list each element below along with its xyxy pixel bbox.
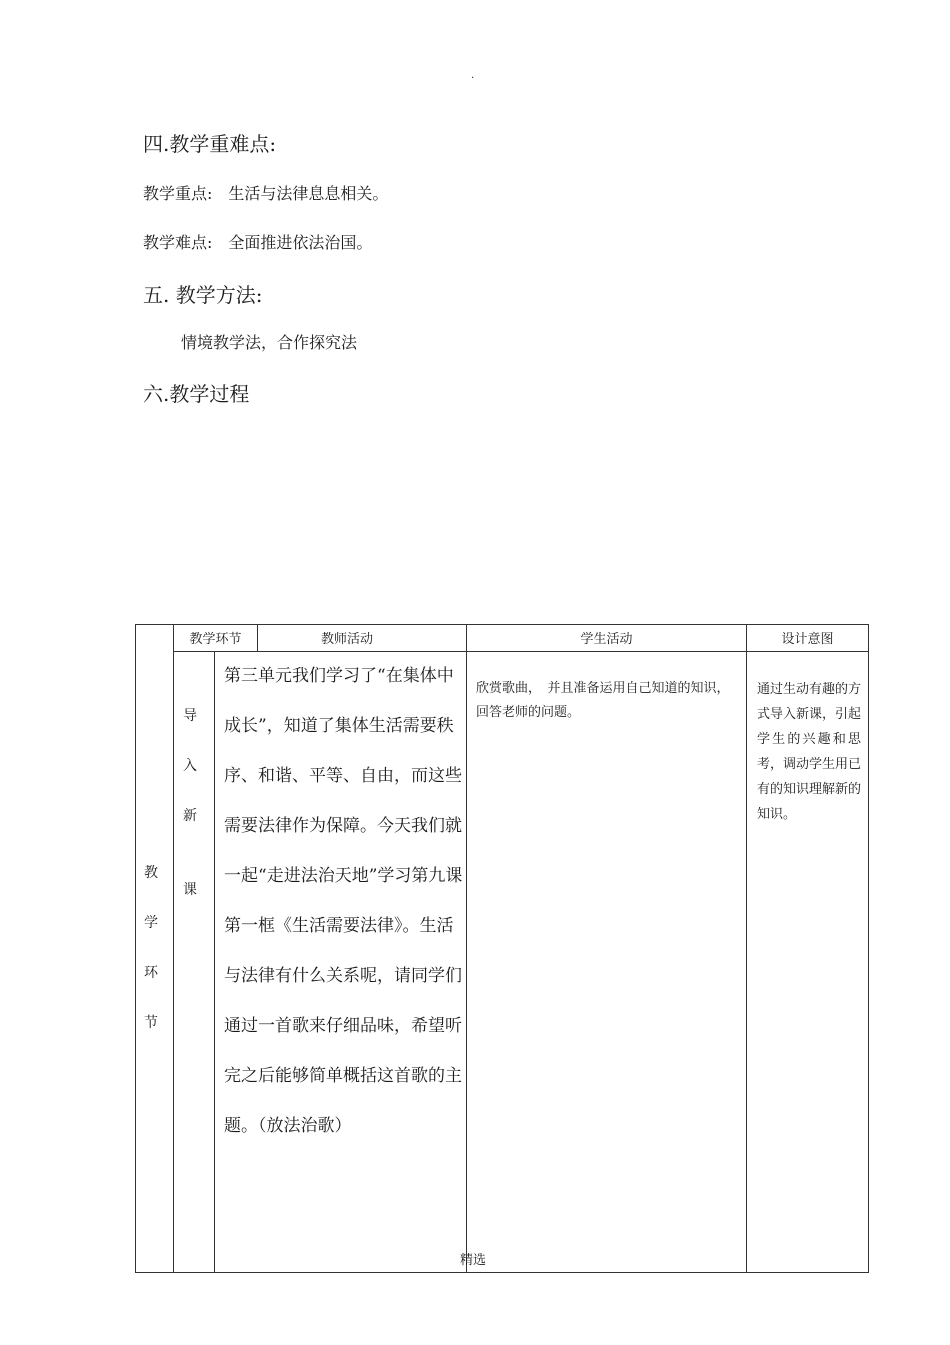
teacher-activity-text: 第三单元我们学习了“在集体中成长”，知道了集体生活需要秩序、和谐、平等、自由，而这些需要法律作为保障。今天我们就一起“走进法治天地”学习第九课第一框《生活需要法律》。生活与法律有什么关系呢，请同学们通过一首歌来仔细品味，希望听完之后能够简单概括这首歌的主题。（放法治歌）	[224, 666, 463, 1136]
table-col-divider-4	[746, 624, 747, 1273]
section-four-title: 四.教学重难点:	[143, 132, 277, 156]
table-border-top	[135, 624, 869, 625]
key-point-value: 生活与法律息息相关。	[228, 184, 389, 203]
table-border-right	[868, 624, 869, 1273]
stage-label-char: 入	[183, 758, 197, 774]
design-intent-text: 通过生动有趣的方式导入新课，引起学生的兴趣和思考，调动学生用已有的知识理解新的知识。	[757, 682, 862, 822]
difficult-point-value: 全面推进依法治国。	[228, 233, 373, 252]
header-design: 设计意图	[781, 632, 834, 647]
side-label-char: 教	[144, 865, 158, 881]
page-marker: .	[471, 70, 475, 81]
header-teacher: 教师活动	[320, 632, 373, 647]
side-label-char: 学	[144, 915, 158, 931]
teaching-methods: 情境教学法，合作探究法	[181, 333, 358, 352]
stage-label-char: 导	[183, 708, 197, 724]
header-student: 学生活动	[580, 632, 633, 647]
student-activity-text: 欣赏歌曲， 并且准备运用自己知道的知识，回答老师的问题。	[476, 681, 730, 720]
key-point-line	[143, 181, 388, 204]
table-border-bottom	[135, 1272, 869, 1273]
difficult-point-label: 教学难点:	[143, 233, 213, 252]
table-border-left	[135, 624, 136, 1273]
page-footer: 精选	[460, 1253, 487, 1268]
side-label-char: 节	[144, 1015, 158, 1031]
section-five-title: 五. 教学方法:	[143, 283, 263, 307]
header-stage: 教学环节	[189, 632, 242, 647]
section-six-title: 六.教学过程	[143, 382, 250, 406]
difficult-point-line	[143, 230, 372, 253]
stage-label-char: 课	[183, 882, 197, 898]
table-col-divider-1	[173, 624, 174, 1273]
stage-label-char: 新	[183, 808, 197, 824]
table-col-divider-2	[214, 651, 215, 1273]
side-label-char: 环	[144, 965, 158, 981]
key-point-label: 教学重点:	[143, 184, 213, 203]
table-col-divider-3	[466, 624, 467, 1273]
